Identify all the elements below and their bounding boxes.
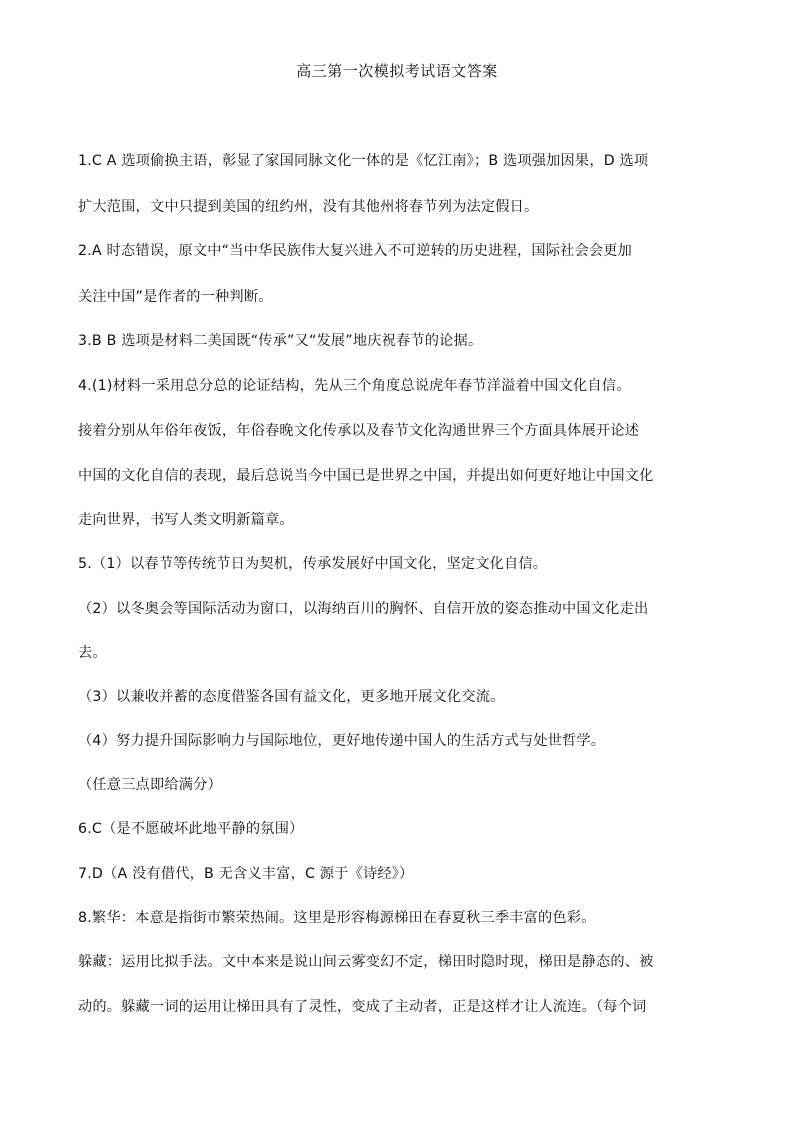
- text-line: 3.B B 选项是材料二美国既“传承”又“发展”地庆祝春节的论据。: [78, 333, 483, 349]
- text-line: 关注中国”是作者的一种判断。: [78, 289, 273, 305]
- text-line: 走向世界，书写人类文明新篇章。: [78, 512, 294, 528]
- text-line: （4）努力提升国际影响力与国际地位，更好地传递中国人的生活方式与处世哲学。: [78, 733, 606, 749]
- text-line: 8.繁华：本意是指街市繁荣热闹。这里是形容梅源梯田在春夏秋三季丰富的色彩。: [78, 910, 596, 926]
- text-line: （任意三点即给满分）: [78, 777, 222, 793]
- text-line: 扩大范围，文中只提到美国的纽约州，没有其他州将春节列为法定假日。: [78, 199, 539, 215]
- text-line: 动的。躲藏一词的运用让梯田具有了灵性，变成了主动者，正是这样才让人流连。（每个词: [78, 999, 647, 1015]
- text-line: （3）以兼收并蓄的态度借鉴各国有益文化，更多地开展文化交流。: [78, 689, 505, 705]
- text-line: （2）以冬奥会等国际活动为窗口，以海纳百川的胸怀、自信开放的姿态推动中国文化走出: [78, 601, 649, 617]
- text-line: 7.D（A 没有借代，B 无含义丰富，C 源于《诗经》）: [78, 866, 414, 882]
- text-line: 中国的文化自信的表现，最后总说当今中国已是世界之中国，并提出如何更好地让中国文化: [78, 468, 654, 484]
- document-title: 高三第一次模拟考试语文答案: [296, 62, 498, 80]
- text-line: 接着分别从年俗年夜饭，年俗春晚文化传承以及春节文化沟通世界三个方面具体展开论述: [78, 423, 640, 439]
- text-line: 去。: [78, 645, 107, 661]
- text-line: 4.(1)材料一采用总分总的论证结构，先从三个角度总说虎年春节洋溢着中国文化自信。: [78, 378, 631, 394]
- text-line: 1.C A 选项偷换主语，彰显了家国同脉文化一体的是《忆江南》；B 选项强加因果，D 选项: [78, 153, 649, 169]
- text-line: 5.（1）以春节等传统节日为契机，传承发展好中国文化，坚定文化自信。: [78, 556, 548, 572]
- text-line: 2.A 时态错误，原文中“当中华民族伟大复兴进入不可逆转的历史进程，国际社会会更加: [78, 243, 633, 259]
- text-line: 6.C（是不愿破坏此地平静的氛围）: [78, 821, 304, 837]
- text-line: 躲藏：运用比拟手法。文中本来是说山间云雾变幻不定，梯田时隐时现，梯田是静态的、被: [78, 954, 654, 970]
